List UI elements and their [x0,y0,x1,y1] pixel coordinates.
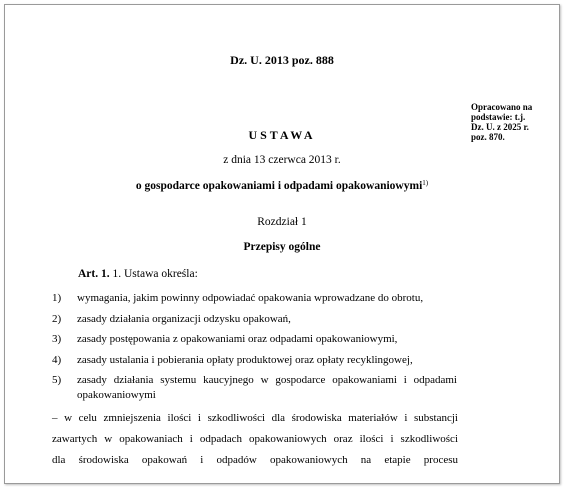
journal-reference: Dz. U. 2013 poz. 888 [230,53,334,67]
list-item-text: zasady postępowania z opakowaniami oraz odpadami opakowaniowymi, [77,333,398,345]
list-item [52,309,462,330]
list-item-number: 2) [52,312,62,325]
list-item [52,288,462,309]
paragraph-line: – w celu zmniejszenia ilości i szkodliwości dla środowiska materiałów i substancji [52,412,458,424]
list-item-text: wymagania, jakim powinny odpowiadać opakowania wprowadzane do obrotu, [77,292,424,304]
list-item-number: 3) [52,333,62,345]
list-item-text: zasady działania systemu kaucyjnego w gospodarce opakowaniami i odpadami [77,374,457,386]
paragraph-line: zawartych w opakowaniach i odpadach opakowaniowych oraz ilości i szkodliwości [52,433,458,445]
list-item-number: 4) [52,353,62,366]
chapter-title: Przepisy ogólne [243,241,321,253]
list-item [52,350,462,371]
list-item-text: zasady działania organizacji odzysku opakowań, [77,312,291,325]
article-intro [78,268,198,280]
source-note-line: Dz. U. z 2025 r. [471,122,529,132]
source-note-line: podstawie: t.j. [471,112,526,122]
footnote-marker[interactable]: 1) [422,179,429,187]
act-date: z dnia 13 czerwca 2013 r. [223,154,341,166]
article-label: Art. 1. [78,268,110,280]
list-item-continuation: opakowaniowymi [77,389,156,401]
chapter-number: Rozdział 1 [257,216,307,228]
list-item-number: 5) [52,374,62,386]
act-subject [5,179,559,192]
source-note-line: Opracowano na [471,102,533,112]
list-item [52,370,462,391]
document-page [4,4,560,484]
act-subject-text: o gospodarce opakowaniami i odpadami opakowaniowymi [135,180,423,192]
closing-paragraph [52,408,458,471]
list-item-text: zasady ustalania i pobierania opłaty produktowej oraz opłaty recyklingowej, [77,353,413,366]
act-type-heading: USTAWA [248,128,316,142]
paragraph-line: dla środowiska opakowań i odpadów opakowaniowych na etapie procesu [52,454,458,466]
article-intro-text: 1. Ustawa określa: [109,268,198,280]
source-note-line: poz. 870. [471,132,505,142]
list-item-number: 1) [52,292,62,304]
list-item [52,329,462,350]
article-item-list [52,288,462,391]
